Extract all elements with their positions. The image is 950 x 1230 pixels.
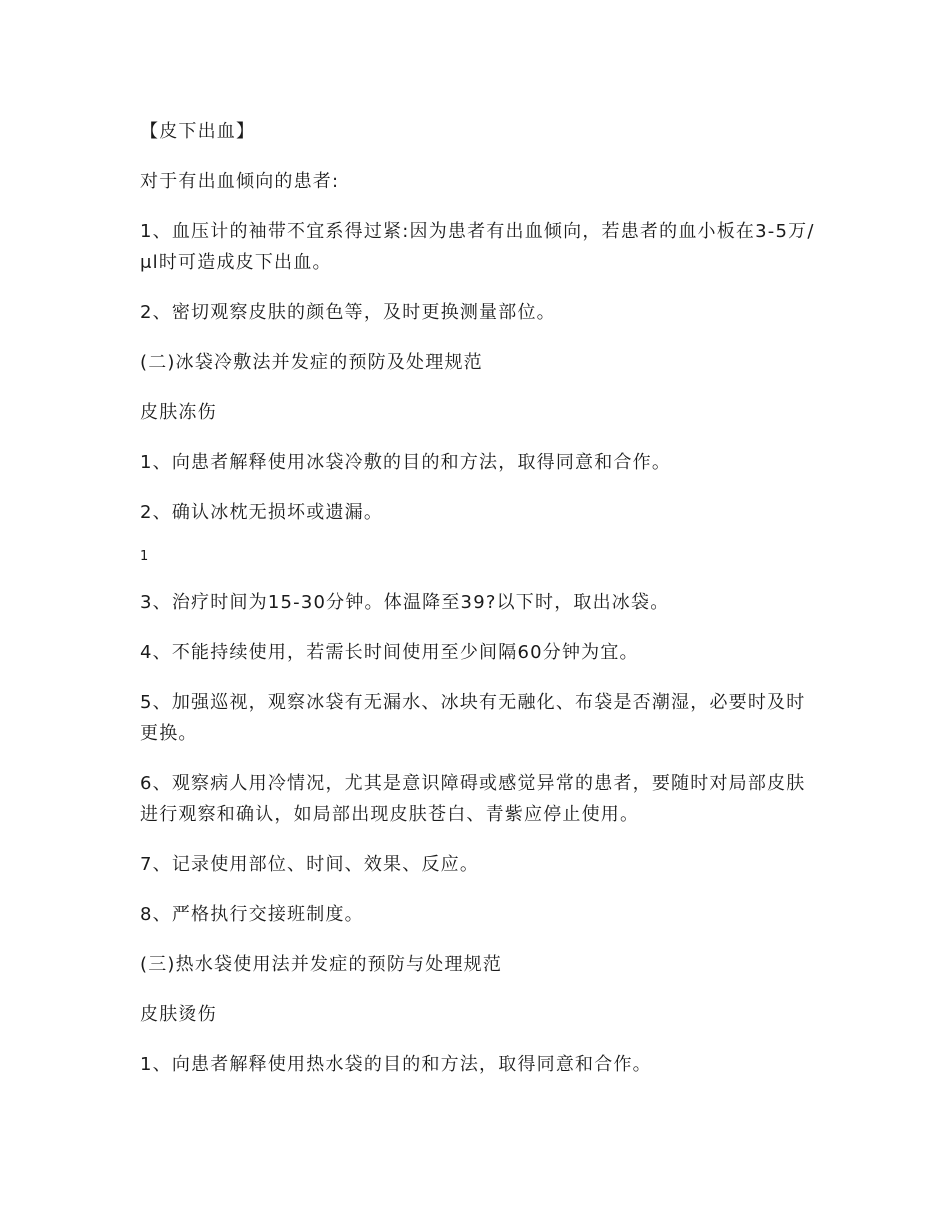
list-item: 6、观察病人用冷情况，尤其是意识障碍或感觉异常的患者，要随时对局部皮肤进行观察和确认，如局部出现皮肤苍白、青紫应停止使用。 xyxy=(140,773,806,825)
subsection-heading: 皮肤冻伤 xyxy=(140,402,217,423)
list-item: 4、不能持续使用，若需长时间使用至少间隔60分钟为宜。 xyxy=(140,642,639,663)
list-item: 1、血压计的袖带不宜系得过紧:因为患者有出血倾向，若患者的血小板在3-5万/μl时可造成皮下出血。 xyxy=(140,221,815,273)
section-heading: (三)热水袋使用法并发症的预防与处理规范 xyxy=(140,954,503,975)
section-heading: 【皮下出血】 xyxy=(140,121,256,142)
list-item: 8、严格执行交接班制度。 xyxy=(140,904,364,925)
list-item: 7、记录使用部位、时间、效果、反应。 xyxy=(140,854,480,875)
paragraph: 对于有出血倾向的患者: xyxy=(140,171,340,192)
list-item: 2、密切观察皮肤的颜色等，及时更换测量部位。 xyxy=(140,302,556,323)
subsection-heading: 皮肤烫伤 xyxy=(140,1004,217,1025)
list-item: 2、确认冰枕无损坏或遗漏。 xyxy=(140,502,384,523)
page-number: 1 xyxy=(140,549,149,564)
list-item: 1、向患者解释使用冰袋冷敷的目的和方法，取得同意和合作。 xyxy=(140,452,672,473)
document-body xyxy=(140,116,820,1099)
list-item: 3、治疗时间为15-30分钟。体温降至39?以下时，取出冰袋。 xyxy=(140,592,670,613)
list-item: 1、向患者解释使用热水袋的目的和方法，取得同意和合作。 xyxy=(140,1054,652,1075)
list-item: 5、加强巡视，观察冰袋有无漏水、冰块有无融化、布袋是否潮湿，必要时及时更换。 xyxy=(140,692,806,744)
section-heading: (二)冰袋冷敷法并发症的预防及处理规范 xyxy=(140,352,483,373)
